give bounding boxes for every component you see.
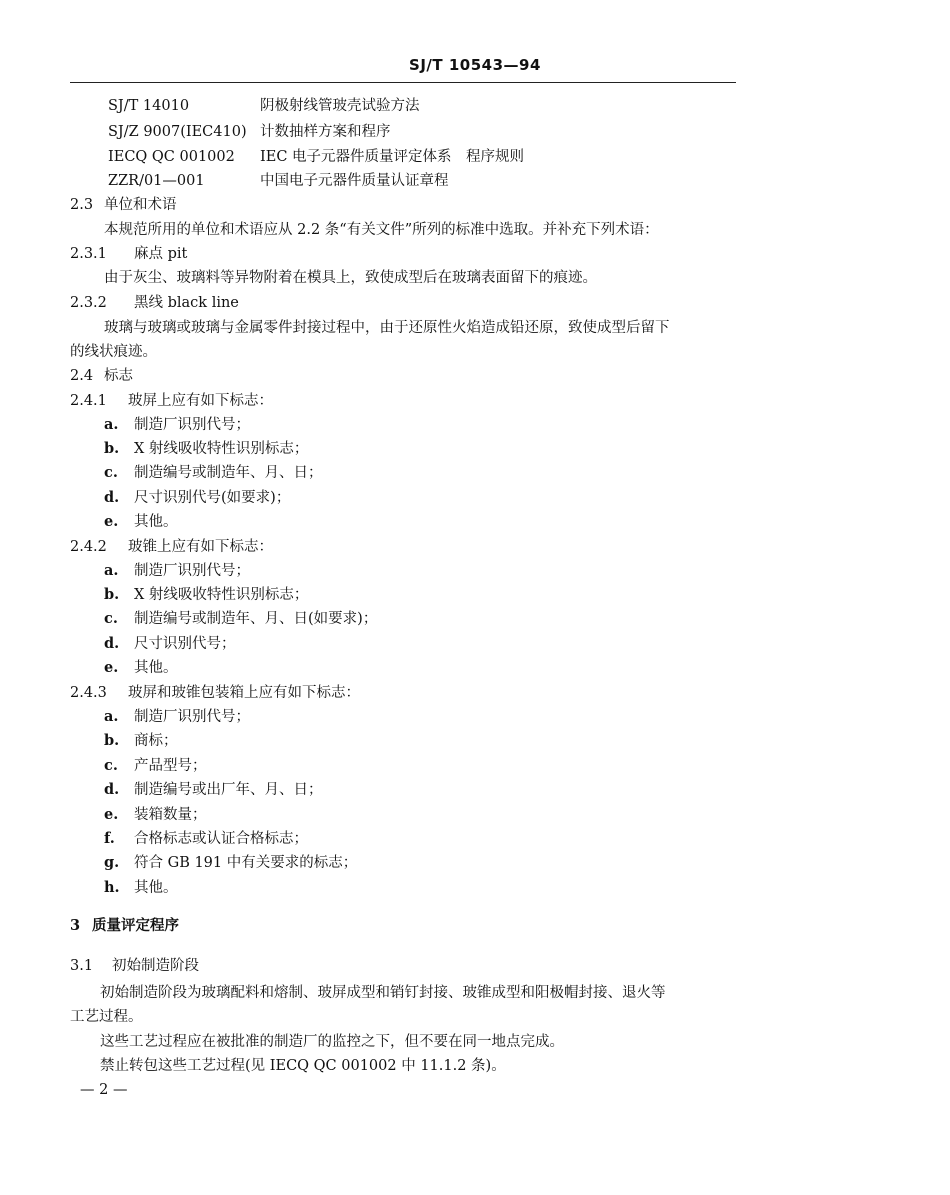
paragraph: 本规范所用的单位和术语应从 2.2 条“有关文件”所列的标准中选取。并补充下列术语：: [104, 222, 659, 238]
paragraph: 初始制造阶段为玻璃配料和熔制、玻屏成型和销钉封接、玻锥成型和阳极帽封接、退火等: [100, 985, 666, 1001]
section-title: 单位和术语: [104, 197, 177, 213]
section-title: 玻屏上应有如下标志：: [128, 393, 273, 409]
list-item: 其他。: [134, 660, 178, 676]
list-item: 制造编号或制造年、月、日(如要求)；: [134, 611, 378, 627]
document-code-header: SJ/T 10543—94: [409, 56, 541, 74]
paragraph: 这些工艺过程应在被批准的制造厂的监控之下，但不要在同一地点完成。: [100, 1034, 564, 1050]
list-item: 尺寸识别代号；: [134, 636, 236, 652]
list-item: 合格标志或认证合格标志；: [134, 831, 308, 847]
list-item: 商标；: [134, 733, 178, 749]
section-title: 初始制造阶段: [112, 958, 199, 974]
reference-title: [260, 147, 524, 167]
list-item: 制造编号或制造年、月、日；: [134, 465, 323, 481]
page-number: — 2 —: [80, 1082, 128, 1098]
section-number: 2.3: [70, 197, 94, 213]
section-title: 玻锥上应有如下标志：: [128, 539, 273, 555]
list-item: X 射线吸收特性识别标志；: [134, 587, 309, 603]
list-item-letter: d.: [104, 489, 120, 506]
paragraph-continuation: 的线状痕迹。: [70, 344, 157, 360]
section-title: 标志: [104, 368, 133, 384]
paragraph: 由于灰尘、玻璃料等异物附着在模具上，致使成型后在玻璃表面留下的痕迹。: [104, 270, 597, 286]
list-item: 制造厂识别代号；: [134, 709, 250, 725]
list-item-letter: e.: [104, 513, 119, 530]
list-item-letter: b.: [104, 732, 120, 749]
list-item: 制造厂识别代号；: [134, 417, 250, 433]
reference-code: SJ/T 14010: [108, 98, 190, 114]
chapter-number: 3: [70, 917, 81, 934]
list-item: 其他。: [134, 880, 178, 896]
reference-title: 计数抽样方案和程序: [260, 124, 391, 140]
list-item-letter: b.: [104, 440, 120, 457]
reference-title: 中国电子元器件质量认证章程: [260, 173, 449, 189]
section-number: 2.4: [70, 368, 94, 384]
list-item-letter: c.: [104, 610, 118, 627]
list-item-letter: f.: [104, 830, 115, 847]
paragraph-continuation: 工艺过程。: [70, 1009, 143, 1025]
reference-code: ZZR/01—001: [108, 173, 205, 189]
list-item-letter: e.: [104, 659, 119, 676]
section-title: 麻点 pit: [134, 246, 188, 262]
reference-code: SJ/Z 9007(IEC410): [108, 124, 247, 140]
section-number: 2.4.2: [70, 539, 107, 555]
reference-title-part: 程序规则: [466, 149, 525, 165]
section-number: 3.1: [70, 958, 94, 974]
list-item: X 射线吸收特性识别标志；: [134, 441, 309, 457]
list-item: 制造厂识别代号；: [134, 563, 250, 579]
section-number: 2.4.1: [70, 393, 107, 409]
section-number: 2.4.3: [70, 685, 107, 701]
list-item-letter: a.: [104, 708, 119, 725]
reference-title-part: IEC 电子元器件质量评定体系: [260, 149, 452, 165]
list-item-letter: c.: [104, 464, 118, 481]
section-title: 玻屏和玻锥包装箱上应有如下标志：: [128, 685, 360, 701]
list-item: 装箱数量；: [134, 807, 207, 823]
list-item: 符合 GB 191 中有关要求的标志；: [134, 855, 358, 871]
header-rule: [70, 82, 736, 83]
list-item-letter: d.: [104, 781, 120, 798]
list-item-letter: a.: [104, 562, 119, 579]
list-item-letter: b.: [104, 586, 120, 603]
section-title: 黑线 black line: [134, 295, 239, 311]
reference-code: IECQ QC 001002: [108, 149, 235, 165]
section-number: 2.3.1: [70, 246, 107, 262]
reference-title: 阴极射线管玻壳试验方法: [260, 98, 420, 114]
list-item: 尺寸识别代号(如要求)；: [134, 490, 291, 506]
list-item-letter: a.: [104, 416, 119, 433]
chapter-title: 质量评定程序: [92, 917, 179, 934]
list-item: 产品型号；: [134, 758, 207, 774]
list-item: 其他。: [134, 514, 178, 530]
list-item-letter: e.: [104, 806, 119, 823]
list-item-letter: g.: [104, 854, 120, 871]
list-item-letter: d.: [104, 635, 120, 652]
section-number: 2.3.2: [70, 295, 107, 311]
paragraph: 玻璃与玻璃或玻璃与金属零件封接过程中，由于还原性火焰造成铅还原，致使成型后留下: [104, 320, 670, 336]
list-item-letter: h.: [104, 879, 120, 896]
list-item: 制造编号或出厂年、月、日；: [134, 782, 323, 798]
list-item-letter: c.: [104, 757, 118, 774]
paragraph: 禁止转包这些工艺过程(见 IECQ QC 001002 中 11.1.2 条)。: [100, 1058, 506, 1074]
